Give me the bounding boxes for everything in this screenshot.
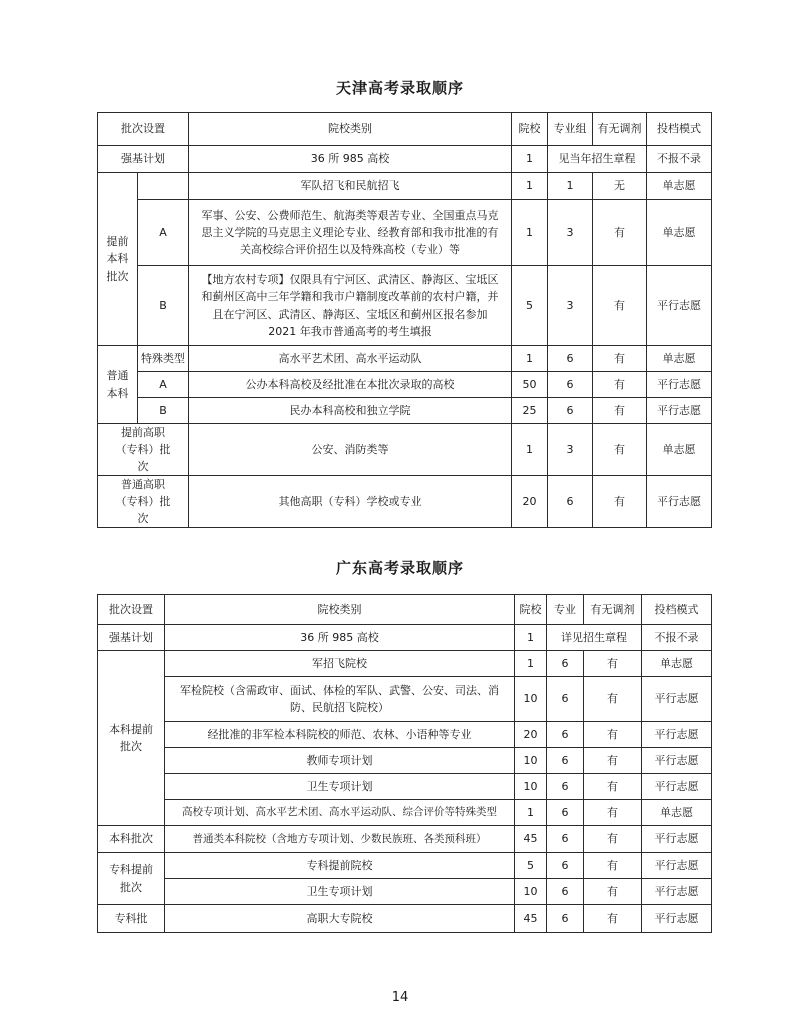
sub-label: B [138,398,189,424]
table-row [98,372,712,398]
schools-cell: 25 [512,398,548,424]
major-cell: 6 [547,677,584,722]
table-row [98,398,712,424]
major-cell: 6 [547,879,584,905]
table-row [98,476,712,528]
major-cell: 6 [547,905,584,933]
schools-cell: 5 [512,266,548,346]
schools-cell: 10 [515,774,547,800]
header-category: 院校类别 [165,595,515,625]
category-cell: 军检院校（含需政审、面试、体检的军队、武警、公安、司法、消防、民航招飞院校） [165,677,515,722]
schools-cell: 1 [512,146,548,173]
batch-label: 普通高职（专科）批次 [98,476,189,528]
major-cell: 6 [547,853,584,879]
groups-cell: 6 [548,372,593,398]
category-cell: 高校专项计划、高水平艺术团、高水平运动队、综合评价等特殊类型 [165,800,515,826]
table-row [98,826,712,853]
merged-cell: 详见招生章程 [547,625,642,651]
category-cell: 【地方农村专项】仅限具有宁河区、武清区、静海区、宝坻区和蓟州区高中三年学籍和我市户籍制度改革前的农村户籍，并且在宁河区、武清区、静海区、宝坻区和蓟州区报名参加2021 年我市普通高考的考生填报 [189,266,512,346]
mode-cell: 单志愿 [642,651,712,677]
batch-label: 专科批 [98,905,165,933]
header-schools: 院校 [512,113,548,146]
adjust-cell: 有 [584,800,642,826]
batch-label: 提前高职（专科）批次 [98,424,189,476]
table-row [98,266,712,346]
mode-cell: 平行志愿 [647,266,712,346]
adjust-cell: 有 [584,722,642,748]
schools-cell: 1 [512,346,548,372]
mode-cell: 不报不录 [642,625,712,651]
adjust-cell: 有 [584,905,642,933]
groups-cell: 3 [548,200,593,266]
batch-label: 强基计划 [98,146,189,173]
schools-cell: 1 [512,173,548,200]
category-cell: 其他高职（专科）学校或专业 [189,476,512,528]
adjust-cell: 有 [584,879,642,905]
guangdong-admission-table [97,594,712,933]
category-cell: 军事、公安、公费师范生、航海类等艰苦专业、全国重点马克思主义学院的马克思主义理论专业、经教育部和我市批准的有关高校综合评价招生以及特殊高校（专业）等 [189,200,512,266]
adjust-cell: 有 [593,266,647,346]
mode-cell: 单志愿 [647,424,712,476]
mode-cell: 平行志愿 [647,476,712,528]
mode-cell: 平行志愿 [642,774,712,800]
table-row [98,879,712,905]
batch-label: 专科提前批次 [98,853,165,905]
category-cell: 军招飞院校 [165,651,515,677]
adjust-cell: 有 [584,677,642,722]
schools-cell: 1 [515,651,547,677]
mode-cell: 单志愿 [647,173,712,200]
mode-cell: 平行志愿 [642,748,712,774]
schools-cell: 1 [512,200,548,266]
groups-cell: 6 [548,346,593,372]
page-number: 14 [391,990,409,1005]
mode-cell: 单志愿 [647,200,712,266]
table-header-row [98,113,712,146]
category-cell: 民办本科高校和独立学院 [189,398,512,424]
adjust-cell: 无 [593,173,647,200]
merged-cell: 见当年招生章程 [548,146,647,173]
category-cell: 卫生专项计划 [165,774,515,800]
category-cell: 高水平艺术团、高水平运动队 [189,346,512,372]
adjust-cell: 有 [593,372,647,398]
header-mode: 投档模式 [647,113,712,146]
adjust-cell: 有 [593,346,647,372]
category-cell: 军队招飞和民航招飞 [189,173,512,200]
schools-cell: 1 [515,800,547,826]
category-cell: 高职大专院校 [165,905,515,933]
mode-cell: 平行志愿 [642,905,712,933]
sub-label: A [138,200,189,266]
category-cell: 公办本科高校及经批准在本批次录取的高校 [189,372,512,398]
category-cell: 专科提前院校 [165,853,515,879]
groups-cell: 6 [548,476,593,528]
mode-cell: 平行志愿 [642,722,712,748]
header-batch: 批次设置 [98,113,189,146]
table-row [98,722,712,748]
mode-cell: 平行志愿 [642,677,712,722]
schools-cell: 45 [515,826,547,853]
header-batch: 批次设置 [98,595,165,625]
category-cell: 教师专项计划 [165,748,515,774]
category-cell: 36 所 985 高校 [165,625,515,651]
adjust-cell: 有 [593,398,647,424]
sub-label: A [138,372,189,398]
mode-cell: 单志愿 [642,800,712,826]
mode-cell: 平行志愿 [647,398,712,424]
schools-cell: 45 [515,905,547,933]
major-cell: 6 [547,722,584,748]
batch-label: 提前本科批次 [98,173,138,346]
major-cell: 6 [547,800,584,826]
groups-cell: 6 [548,398,593,424]
groups-cell: 3 [548,266,593,346]
table-row [98,424,712,476]
guangdong-table-title: 广东高考录取顺序 [335,559,464,577]
schools-cell: 20 [512,476,548,528]
table-row [98,774,712,800]
table-row [98,651,712,677]
table-row [98,146,712,173]
category-cell: 公安、消防类等 [189,424,512,476]
mode-cell: 单志愿 [647,346,712,372]
header-groups: 专业组 [548,113,593,146]
sub-label: B [138,266,189,346]
header-adjust: 有无调剂 [593,113,647,146]
major-cell: 6 [547,826,584,853]
schools-cell: 10 [515,879,547,905]
mode-cell: 平行志愿 [647,372,712,398]
table-row [98,677,712,722]
adjust-cell: 有 [584,748,642,774]
table-header-row [98,595,712,625]
category-cell: 卫生专项计划 [165,879,515,905]
mode-cell: 平行志愿 [642,879,712,905]
tianjin-table-title: 天津高考录取顺序 [335,79,464,97]
header-major: 专业 [547,595,584,625]
schools-cell: 50 [512,372,548,398]
tianjin-admission-table [97,112,712,528]
mode-cell: 平行志愿 [642,853,712,879]
adjust-cell: 有 [593,476,647,528]
batch-label: 普通本科 [98,346,138,424]
category-cell: 普通类本科院校（含地方专项计划、少数民族班、各类预科班） [165,826,515,853]
groups-cell: 1 [548,173,593,200]
major-cell: 6 [547,748,584,774]
adjust-cell: 有 [584,826,642,853]
schools-cell: 1 [512,424,548,476]
table-row [98,905,712,933]
table-row [98,173,712,200]
adjust-cell: 有 [593,424,647,476]
mode-cell: 不报不录 [647,146,712,173]
major-cell: 6 [547,774,584,800]
header-schools: 院校 [515,595,547,625]
batch-label: 强基计划 [98,625,165,651]
schools-cell: 10 [515,677,547,722]
adjust-cell: 有 [584,774,642,800]
header-adjust: 有无调剂 [584,595,642,625]
table-row [98,346,712,372]
table-row [98,748,712,774]
schools-cell: 1 [515,625,547,651]
groups-cell: 3 [548,424,593,476]
table-row [98,853,712,879]
schools-cell: 10 [515,748,547,774]
major-cell: 6 [547,651,584,677]
adjust-cell: 有 [593,200,647,266]
batch-label: 本科批次 [98,826,165,853]
header-mode: 投档模式 [642,595,712,625]
table-row [98,200,712,266]
table-row [98,625,712,651]
sub-label: 特殊类型 [138,346,189,372]
table-row [98,800,712,826]
mode-cell: 平行志愿 [642,826,712,853]
sub-label [138,173,189,200]
adjust-cell: 有 [584,651,642,677]
header-category: 院校类别 [189,113,512,146]
schools-cell: 5 [515,853,547,879]
category-cell: 36 所 985 高校 [189,146,512,173]
adjust-cell: 有 [584,853,642,879]
batch-label: 本科提前批次 [98,651,165,826]
schools-cell: 20 [515,722,547,748]
category-cell: 经批准的非军检本科院校的师范、农林、小语种等专业 [165,722,515,748]
